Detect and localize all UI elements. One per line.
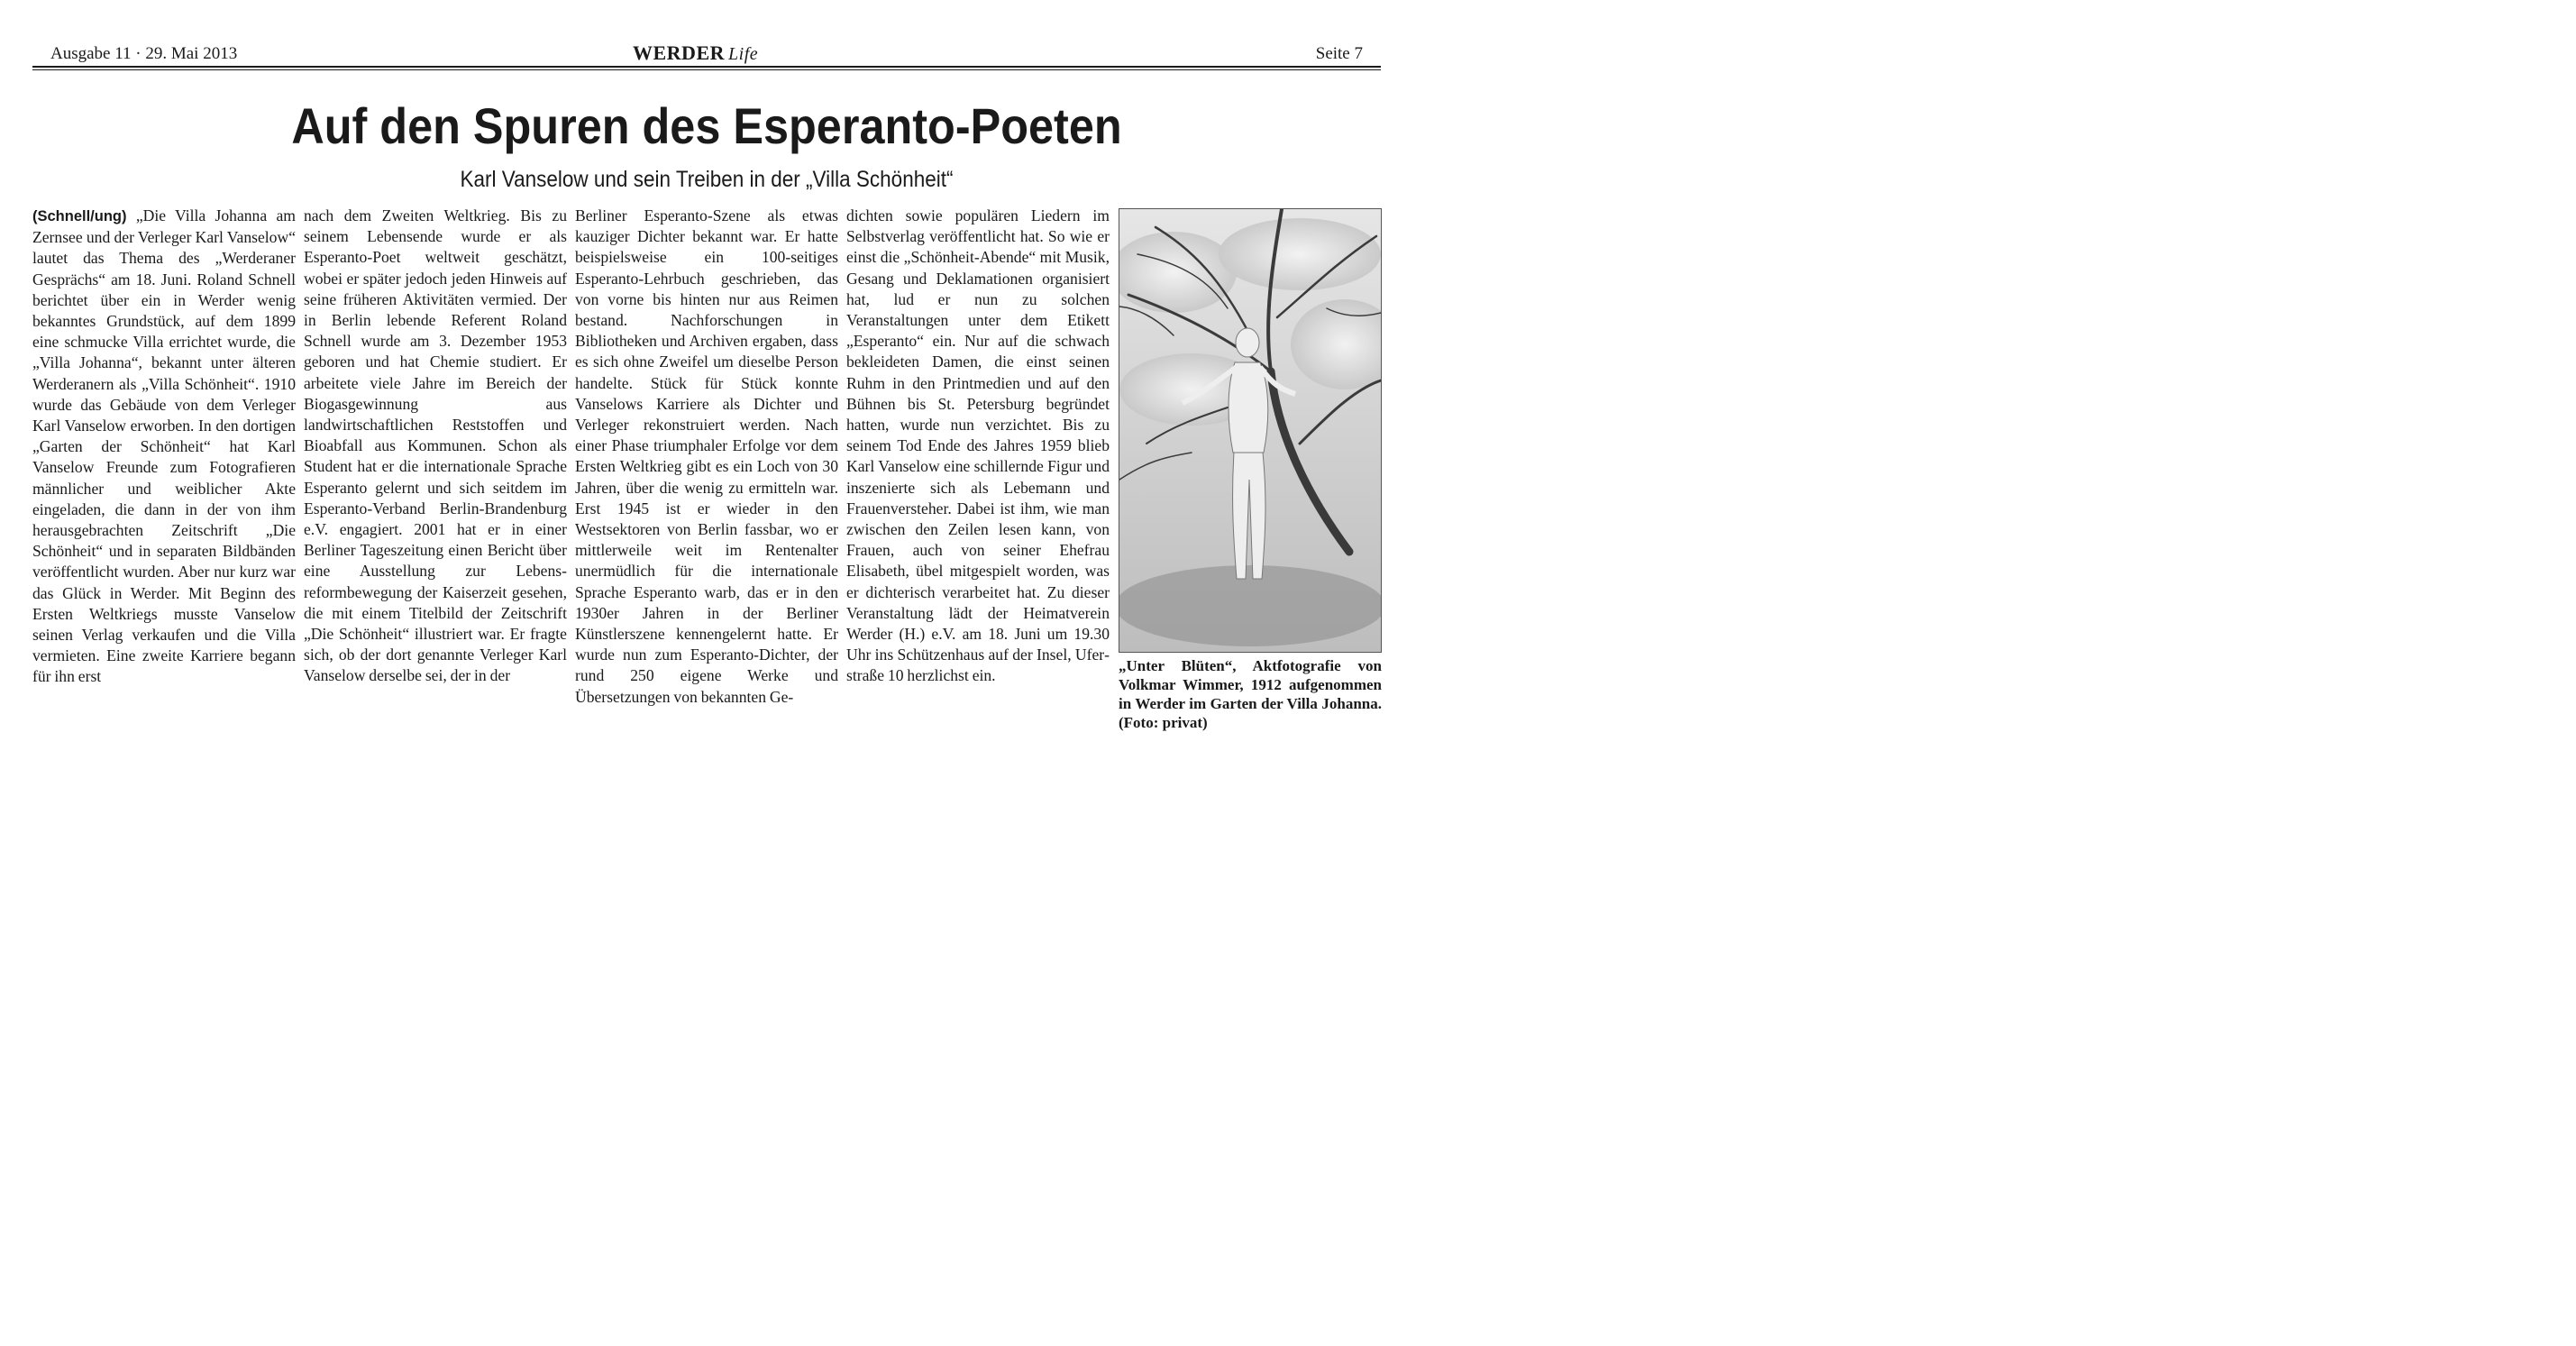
article-column-4: dichten sowie populären Liedern im Selbstverlag veröffentlicht hat. So wie er einst die „Schönheit-Abende“ mit Musik, Gesang und Deklamationen organisiert hat, lud er nun zu solchen Veranstaltungen unter dem Etikett „Esperanto“ ein. Nur auf die schwach bekleideten Damen, die einst seinen Ruhm in den Printmedien und auf den Bühnen bis St. Petersburg begründet hatten, wurde nun verzichtet. Bis zu seinem Tod Ende des Jahres 1959 blieb Karl Vanselow eine schillernde Figur und inszenierte sich als Lebemann und Frauenversteher. Dabei ist ihm, wie man zwischen den Zeilen lesen kann, von Frauen, auch von seiner Ehefrau Elisabeth, übel mitgespielt worden, was er dichterisch verarbeitet hat. Zu dieser Veranstaltung lädt der Heimatverein Werder (H.) e.V. am 18. Juni um 19.30 Uhr ins Schützenhaus auf der Insel, Uferstraße 10 herzlichst ein.: [846, 206, 1110, 685]
article-headline: Auf den Spuren des Esperanto-Poeten: [291, 97, 1122, 154]
newspaper-logo: [633, 41, 758, 65]
brand-name: WERDER: [633, 41, 726, 64]
brand-suffix: Life: [728, 44, 759, 64]
article-photo: [1119, 208, 1382, 653]
nude-in-garden-photo: [1119, 209, 1381, 652]
masthead-rule-thin: [32, 69, 1381, 70]
article-subheadline: Karl Vanselow und sein Treiben in der „Villa Schönheit“: [460, 167, 954, 192]
masthead-rule-thick: [32, 66, 1381, 68]
issue-info: Ausgabe 11 · 29. Mai 2013: [50, 44, 238, 63]
article-column-1: [32, 206, 296, 733]
article-column-2: nach dem Zweiten Weltkrieg. Bis zu seinem Lebensende wurde er als Esperanto-Poet weltweit geschätzt, wobei er später jedoch jeden Hinweis auf seine früheren Aktivitäten vermied. Der in Berlin lebende Referent Roland Schnell wurde am 3. Dezember 1953 geboren und hat Chemie studiert. Er arbeitete viele Jahre im Bereich der Biogasgewinnung aus landwirtschaftlichen Reststoffen und Bioabfall aus Kommunen. Schon als Student hat er die internationale Sprache Esperanto gelernt und sich seitdem im Esperanto-Verband Berlin-Brandenburg e.V. engagiert. 2001 hat er in einer Berliner Tageszeitung einen Bericht über eine Ausstellung zur Lebensreformbewegung der Kaiserzeit gesehen, die mit einem Titelbild der Zeitschrift „Die Schönheit“ illustriert war. Er fragte sich, ob der dort genannte Verleger Karl Vanselow derselbe sei, der in der: [304, 206, 567, 685]
page-number: Seite 7: [1315, 44, 1363, 63]
photo-caption: „Unter Blüten“, Aktfotografie von Volkmar Wimmer, 1912 aufgenommen in Werder im Garten der Villa Johanna. (Foto: privat): [1119, 657, 1382, 731]
byline: (Schnell/ung): [32, 208, 127, 224]
masthead: [32, 41, 1381, 69]
article-column-3: Berliner Esperanto-Szene als etwas kauziger Dichter bekannt war. Er hatte beispielsweise ein 100-seitiges Esperanto-Lehrbuch geschrieben, das von vorne bis hinten nur aus Reimen bestand. Nachforschungen in Bibliotheken und Archiven ergaben, dass es sich ohne Zweifel um dieselbe Person handelte. Stück für Stück konnte Vanselows Karriere als Dichter und Verleger rekonstruiert werden. Nach einer Phase triumphaler Erfolge vor dem Ersten Weltkrieg gibt es ein Loch von 30 Jahren, über die wenig zu ermitteln war. Erst 1945 ist er wieder in den Westsektoren von Berlin fassbar, wo er mittlerweile weit im Rentenalter unermüdlich für die internationale Sprache Esperanto warb, das er in den 1930er Jahren in der Berliner Künstlerszene kennengelernt hatte. Er wurde nun zum Esperanto-Dichter, der rund 250 eigene Werke und Übersetzungen von bekannten Ge-: [575, 206, 838, 706]
column-1-text: „Die Villa Johanna am Zernsee und der Verleger Karl Vanselow“ lautet das Thema des „Werderaner Gesprächs“ am 18. Juni. Roland Schnell berichtet über ein in Werder wenig bekanntes Grundstück, auf dem 1899 eine schmucke Villa errichtet wurde, die „Villa Johanna“, bekannt unter älteren Werderanern als „Villa Schönheit“. 1910 wurde das Gebäude von dem Verleger Karl Vanselow erworben. In den dortigen „Garten der Schönheit“ hat Karl Vanselow Freunde zum Fotografieren männlicher und weiblicher Akte eingeladen, die dann in der von ihm herausgebrachten Zeitschrift „Die Schönheit“ und in separaten Bildbänden veröffentlicht wurden. Aber nur kurz war das Glück in Werder. Mit Beginn des Ersten Weltkriegs musste Vanselow seinen Verlag verkaufen und die Villa vermieten. Eine zweite Karriere begann für ihn erst: [32, 206, 296, 686]
